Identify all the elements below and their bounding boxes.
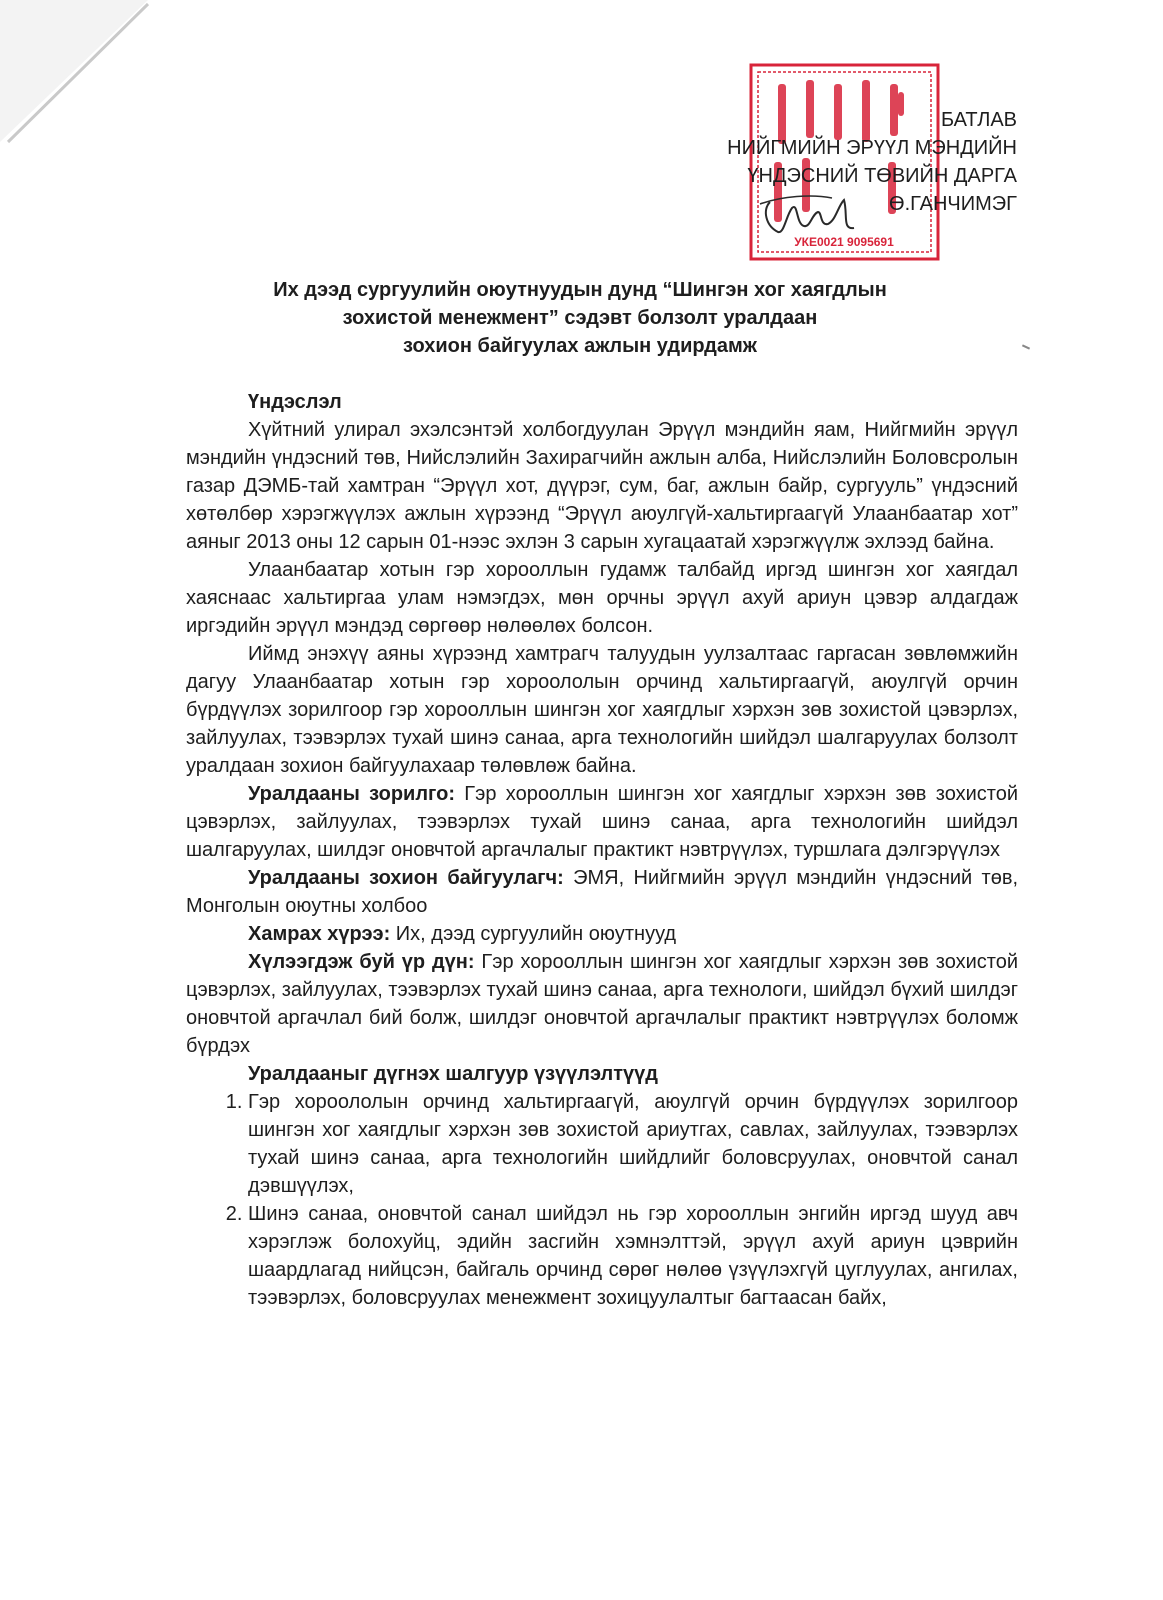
scan-speck [1022, 344, 1030, 349]
title-line-3: зохион байгуулах ажлын удирдамж [403, 335, 757, 357]
scan-corner-fold [0, 0, 160, 160]
paragraph-result [186, 948, 1018, 1060]
scope-text: Их, дээд сургуулийн оюутнууд [390, 923, 677, 945]
section-heading-criteria: Уралдааныг дүгнэх шалгуур үзүүлэлтүүд [248, 1063, 658, 1085]
approval-org-line2: ҮНДЭСНИЙ ТӨВИЙН ДАРГА [747, 165, 1017, 187]
section-heading-basis: Үндэслэл [248, 391, 342, 413]
paragraph-basis-3: Иймд энэхүү аяны хүрээнд хамтрагч талуудын уулзалтаас гаргасан зөвлөмжийн дагуу Улаанбаатар хотын гэр хороололын орчинд хальтиргаагүй, аюулгүй орчин бүрдүүлэх зорилгоор гэр хорооллын шингэн хог хаягдлыг хэрхэн зөв зохистой цэвэрлэх, зайлуулах, тээвэрлэх тухай шинэ санаа, арга технологийн шийдэл шалгаруулах болзолт уралдаан зохион байгуулахаар төлөвлөж байна. [186, 643, 1018, 777]
result-text: Гэр хорооллын шингэн хог хаягдлыг хэрхэн зөв зохистой цэвэрлэх, зайлуулах, тээвэрлэх тухай шинэ санаа, арга технологи, шийдэл бүхий шилдэг оновчтой аргачлал бий болж, шилдэг оновчтой аргачлалыг практикт нэвтрүүлэх боломж бүрдэх [186, 951, 1019, 1057]
approval-signatory: Ө.ГАНЧИМЭГ [889, 193, 1017, 215]
approval-label: БАТЛАВ [940, 109, 1017, 131]
organizer-label: Уралдааны зохион байгуулагч: [248, 867, 564, 889]
paragraph-scope [186, 920, 1018, 948]
document-body [186, 388, 1018, 1312]
goal-label: Уралдааны зорилго: [248, 783, 455, 805]
stamp-code: УКЕ0021 9095691 [794, 235, 894, 249]
scope-label: Хамрах хүрээ: [248, 923, 391, 945]
result-label: Хүлээгдэж буй үр дүн: [248, 951, 475, 973]
handwritten-signature [752, 186, 872, 246]
goal-text: Гэр хорооллын шингэн хог хаягдлыг хэрхэн зөв зохистой цэвэрлэх, зайлуулах, тээвэрлэх тухай шинэ санаа, арга технологийн шийдэл шалгаруулах, шилдэг оновчтой аргачлалыг практикт нэвтрүүлэх, туршлага дэлгэрүүлэх [186, 783, 1019, 861]
title-line-1: Их дээд сургуулийн оюутнуудын дунд “Шингэн хог хаягдлын [273, 279, 887, 301]
criteria-item-2: 2. Шинэ санаа, оновчтой санал шийдэл нь гэр хорооллын энгийн иргэд шууд авч хэрэглэж болохуйц, эдийн засгийн хэмнэлттэй, эрүүл ахуй ариун цэврийн шаардлагад нийцсэн, байгаль орчинд сөрөг нөлөө үзүүлэхгүй цуглуулах, ангилах, тээвэрлэх, боловсруулах менежмент зохицуулалтыг багтаасан байх, [248, 1200, 1018, 1312]
paragraph-basis-2: Улаанбаатар хотын гэр хорооллын гудамж талбайд иргэд шингэн хог хаягдал хаяснаас хальтиргаа улам нэмэгдэх, мөн орчны эрүүл ахуй ариун цэвэр алдагдаж иргэдийн эрүүл мэндэд сөргөөр нөлөөлөх болсон. [186, 559, 1018, 637]
paragraph-basis-1: Хүйтний улирал эхэлсэнтэй холбогдуулан Эрүүл мэндийн яам, Нийгмийн эрүүл мэндийн үндэсний төв, Нийслэлийн Захирагчийн ажлын алба, Нийслэлийн Боловсролын газар ДЭМБ-тай хамтран “Эрүүл хот, дүүрэг, сум, баг, ажлын байр, сургууль” үндэсний хөтөлбөр хэрэгжүүлэх ажлын хүрээнд “Эрүүл аюулгүй-хальтиргаагүй Улаанбаатар хот” аяныг 2013 оны 12 сарын 01-нээс эхлэн 3 сарын хугацаатай хэрэгжүүлж эхлээд байна. [186, 419, 1018, 553]
paragraph-organizer [186, 864, 1018, 920]
paragraph-goal [186, 780, 1018, 864]
title-line-2: зохистой менежмент” сэдэвт болзолт уралдаан [342, 307, 818, 329]
approval-org-line1: НИЙГМИЙН ЭРҮҮЛ МЭНДИЙН [727, 137, 1017, 159]
organizer-text: ЭМЯ, Нийгмийн эрүүл мэндийн үндэсний төв, Монголын оюутны холбоо [186, 867, 1018, 917]
criteria-list [186, 1088, 1018, 1312]
criteria-item-1: 1. Гэр хороололын орчинд хальтиргаагүй, аюулгүй орчин бүрдүүлэх зорилгоор шингэн хог хаягдлыг хэрхэн зөв зохистой ариутгах, савлах, зайлуулах, тээвэрлэх тухай шинэ санаа, арга технологийн шийдлийг боловсруулах, оновчтой санал дэвшүүлэх, [248, 1088, 1018, 1200]
document-title [150, 276, 1010, 360]
